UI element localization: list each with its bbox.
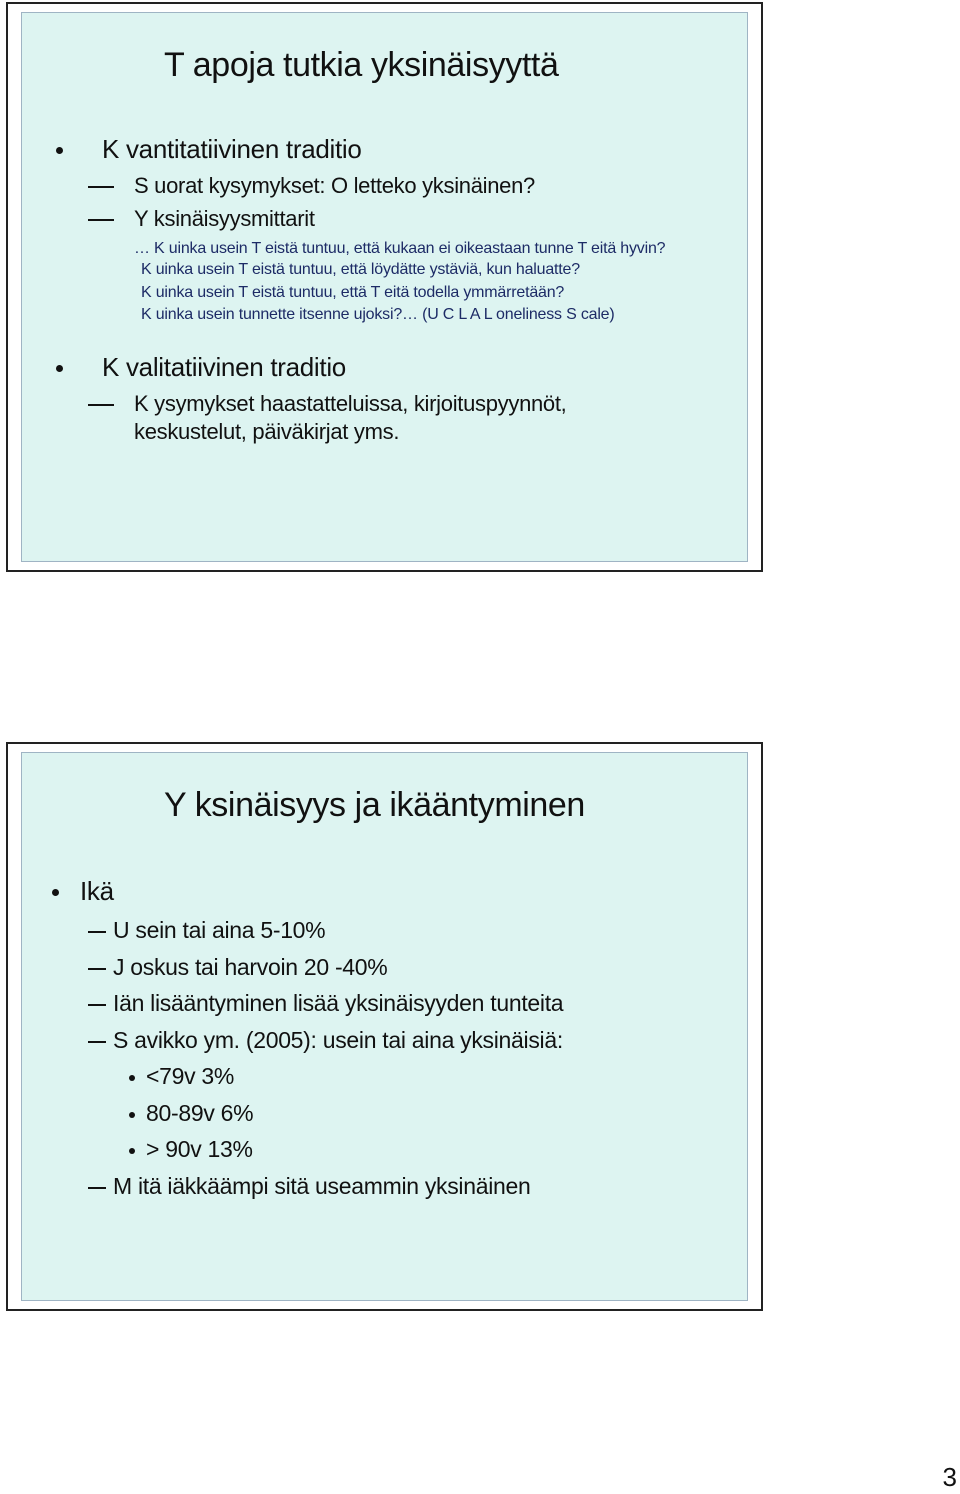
sub-bullet-dot	[129, 1075, 135, 1081]
dash-marker	[88, 404, 114, 406]
bullet-dot	[52, 889, 59, 896]
sub-loneliness-scales: Y ksinäisyysmittarit	[134, 206, 315, 231]
scale-item-1: … K uinka usein T eistä tuntuu, että kukaan ei oikeastaan tunne T eitä hyvin?	[134, 240, 666, 257]
page-number: 3	[942, 1462, 957, 1492]
slide-1-title: T apoja tutkia yksinäisyyttä	[164, 46, 559, 84]
age-item-5: M itä iäkkäämpi sitä useammin yksinäinen	[113, 1173, 531, 1199]
scale-item-2: K uinka usein T eistä tuntuu, että löydätte ystäviä, kun haluatte?	[141, 261, 580, 278]
sub-bullet-dot	[129, 1148, 135, 1154]
dash-marker	[88, 1187, 106, 1189]
sub-qualitative-line-2: keskustelut, päiväkirjat yms.	[134, 419, 400, 444]
bullet-dot	[56, 365, 63, 372]
sub-direct-questions: S uorat kysymykset: O letteko yksinäinen?	[134, 173, 535, 198]
age-item-3: Iän lisääntyminen lisää yksinäisyyden tunteita	[113, 990, 564, 1016]
age-subitem-2: 80-89v 6%	[146, 1100, 254, 1126]
age-item-2: J oskus tai harvoin 20 -40%	[113, 954, 388, 980]
bullet-age: Ikä	[80, 876, 114, 906]
dash-marker	[88, 931, 106, 933]
bullet-qualitative: K valitatiivinen traditio	[102, 352, 346, 382]
sub-bullet-dot	[129, 1112, 135, 1118]
bullet-dot	[56, 147, 63, 154]
dash-marker	[88, 186, 114, 188]
age-subitem-3: > 90v 13%	[146, 1136, 253, 1162]
dash-marker	[88, 968, 106, 970]
age-subitem-1: <79v 3%	[146, 1063, 235, 1089]
age-item-1: U sein tai aina 5-10%	[113, 917, 326, 943]
dash-marker	[88, 1041, 106, 1043]
slide-2-title: Y ksinäisyys ja ikääntyminen	[164, 786, 585, 824]
age-item-4: S avikko ym. (2005): usein tai aina yksinäisiä:	[113, 1027, 563, 1053]
sub-qualitative-line-1: K ysymykset haastatteluissa, kirjoituspyynnöt,	[134, 391, 567, 416]
dash-marker	[88, 1004, 106, 1006]
dash-marker	[88, 219, 114, 221]
bullet-quantitative: K vantitatiivinen traditio	[102, 134, 362, 164]
scale-item-4: K uinka usein tunnette itsenne ujoksi?… (U C L A L oneliness S cale)	[141, 306, 615, 323]
scale-item-3: K uinka usein T eistä tuntuu, että T eitä todella ymmärretään?	[141, 284, 565, 301]
